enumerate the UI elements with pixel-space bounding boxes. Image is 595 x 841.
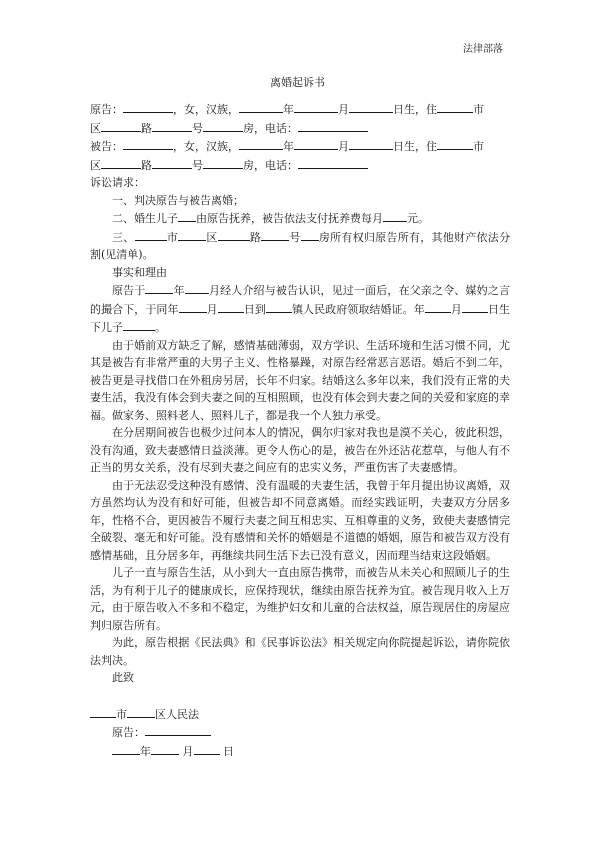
claims-heading: 诉讼请求： <box>90 176 145 189</box>
document-body <box>90 100 510 760</box>
signature-date: 年 月 日 <box>90 742 510 761</box>
plaintiff-info: 原告： ，女，汉族， 年 月 日生，住 市 区 路 号 房，电话： <box>90 100 510 137</box>
facts-heading: 事实和理由 <box>112 265 167 279</box>
facts-paragraph-1: 原告于 年 月经人介绍与被告认识，见过一面后，在父亲之令、媒妁之言的撮合下，于同年 月 日到 镇人民政府领取结婚证。年 月 日生下儿子 。 <box>90 281 510 337</box>
signature-line: 原告： <box>90 723 510 742</box>
facts-paragraph-5: 儿子一直与原告生活，从小到大一直由原告携带，而被告从未关心和照顾儿子的生活，为有利于儿子的健康成长，应保持现状，继续由原告抚养为宜。被告现月收入上万元，由于原告收入不多和不稳定，为维护妇女和儿童的合法权益，原告现居住的房屋应判归原告所有。 <box>90 566 510 632</box>
facts-paragraph-4: 由于无法忍受这种没有感情、没有温暖的夫妻生活，我曾于年月提出协议离婚，双方虽然均认为没有和好可能，但被告却不同意离婚。而经实践证明，夫妻双方分居多年，性格不合，更因被告不履行夫妻之间互相忠实、互相尊重的义务，致使夫妻感情完全破裂、毫无和好可能。没有感情和关怀的婚姻是不道德的婚姻，原告和被告双方没有感情基础，且分居多年，再继续共同生活下去已没有意义，因而理当结束这段婚姻。 <box>90 478 510 562</box>
closing-salutation: 此致 <box>112 671 134 684</box>
facts-paragraph-3: 在分居期间被告也极少过问本人的情况，偶尔归家对我也是漠不关心，彼此积怨，没有沟通，致夫妻感情日益淡薄。更令人伤心的是，被告在外还沾花惹草，与他人有不正当的男女关系，没有尽到夫妻之间应有的忠实义务，严重伤害了夫妻感情。 <box>90 426 510 474</box>
facts-paragraph-2: 由于婚前双方缺乏了解，感情基础薄弱，双方学识、生活环境和生活习惯不同，尤其是被告有非常严重的大男子主义、性格暴躁，对原告经常恶言恶语。婚后不到二年，被告更是寻找借口在外租房另居，长年不归家。结婚这么多年以来，我们没有正常的夫妻生活，我没有体会到夫妻之间的互相照顾，也没有体会到夫妻之间的关爱和家庭的幸福。做家务、照料老人、照料儿子，都是我一个人独力承受。 <box>90 338 510 422</box>
claim-1: 一、判决原告与被告离婚； <box>112 193 244 207</box>
brand-label: 法律部落 <box>463 44 503 55</box>
defendant-info: 被告： ，女，汉族， 年 月 日生，住 市 区 路 号 房，电话： <box>90 137 510 174</box>
court-addressee: 市 区人民法 <box>90 705 510 724</box>
claim-2: 二、婚生儿子 由原告抚养，被告依法支付抚养费每月 元。 <box>90 209 510 228</box>
facts-paragraph-6: 为此，原告根据《民法典》和《民事诉讼法》相关规定向你院提起诉讼，请你院依法判决。 <box>90 636 510 667</box>
claim-3: 三、 市 区 路 号 房所有权归原告所有，其他财产依法分割(见清单)。 <box>90 228 510 264</box>
document-title: 离婚起诉书 <box>270 76 325 89</box>
